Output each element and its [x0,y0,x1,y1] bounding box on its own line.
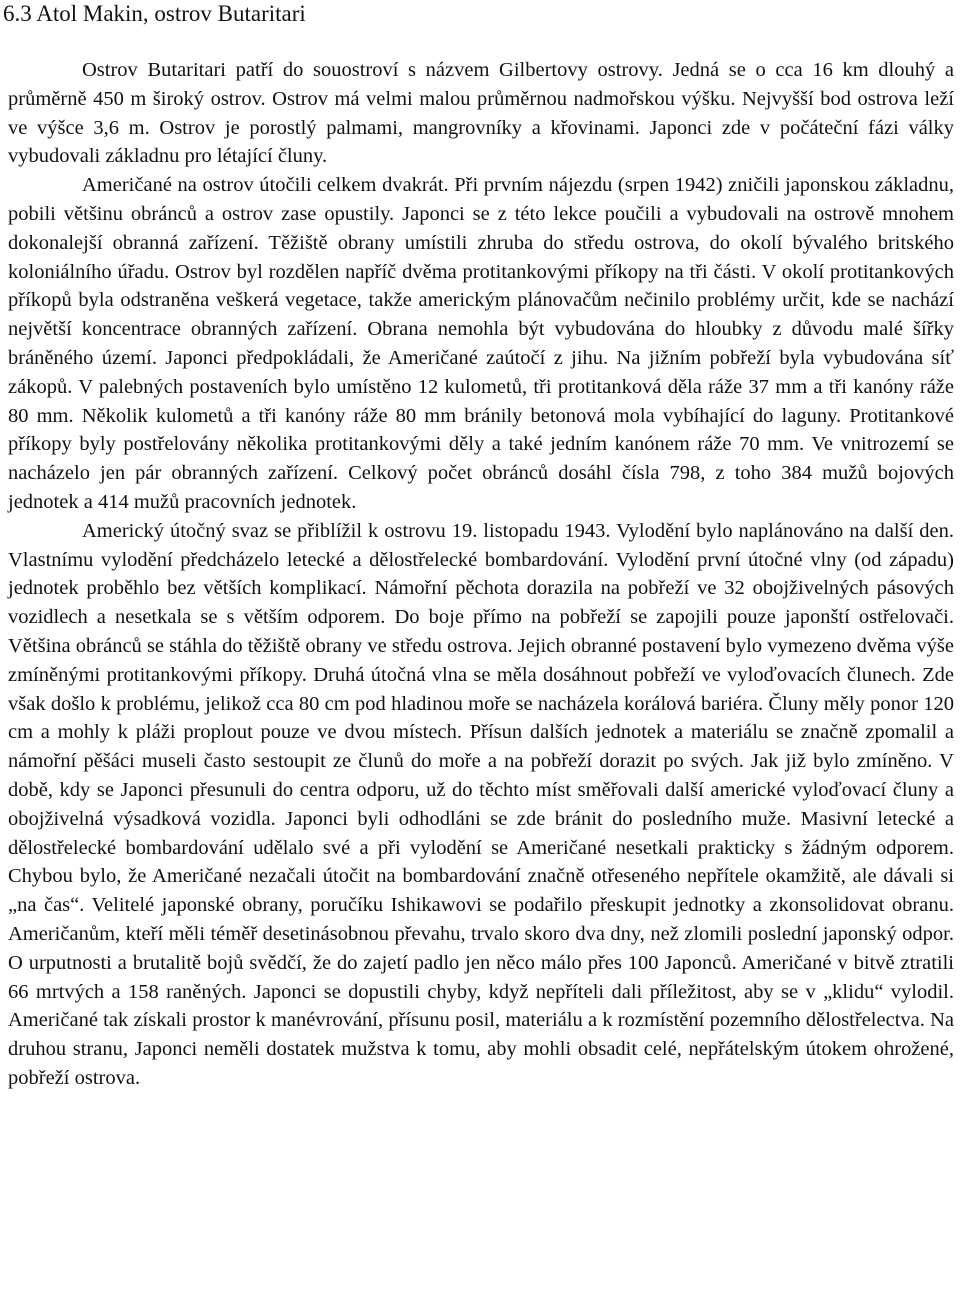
section-heading: 6.3 Atol Makin, ostrov Butaritari [3,1,306,26]
paragraph-defenses: Američané na ostrov útočili celkem dvakrát. Při prvním nájezdu (srpen 1942) zničili japonskou základnu, pobili většinu obránců a ostrov zase opustily. Japonci se z této lekce poučili a vybudovali na ostrově mnohem dokonalejší obranná zařízení. Těžiště obrany umístili zhruba do středu ostrova, do okolí bývalého britského koloniálního úřadu. Ostrov byl rozdělen napříč dvěma protitankovými příkopy na tři části. V okolí protitankových příkopů byla odstraněna veškerá vegetace, takže americkým plánovačům nečinilo problémy určit, kde se nachází největší koncentrace obranných zařízení. Obrana nemohla být vybudována do hloubky z důvodu malé šířky bráněného území. Japonci předpokládali, že Američané zaútočí z jihu. Na jižním pobřeží byla vybudována síť zákopů. V palebných postaveních bylo umístěno 12 kulometů, tři protitanková děla ráže 37 mm a tři kanóny ráže 80 mm. Několik kulometů a tři kanóny ráže 80 mm bránily betonová mola vybíhající do laguny. Protitankové příkopy byly postřelovány několika protitankovými děly a také jedním kanónem ráže 70 mm. Ve vnitrozemí se nacházelo jen pár obranných zařízení. Celkový počet obránců dosáhl čísla 798, z toho 384 mužů bojových jednotek a 414 mužů pracovních jednotek. [8,174,954,513]
paragraph-landing: Americký útočný svaz se přiblížil k ostrovu 19. listopadu 1943. Vylodění bylo naplánováno na další den. Vlastnímu vylodění předcházelo letecké a dělostřelecké bombardování. Vylodění první útočné vlny (od západu) jednotek proběhlo bez větších komplikací. Námořní pěchota dorazila na pobřeží ve 32 obojživelných pásových vozidlech a nesetkala se s větším odporem. Do boje přímo na pobřeží se zapojili pouze japonští ostřelovači. Většina obránců se stáhla do těžiště obrany ve středu ostrova. Jejich obranné postavení bylo vymezeno dvěma výše zmíněnými protitankovými příkopy. Druhá útočná vlna se měla dosáhnout pobřeží ve vyloďovacích člunech. Zde však došlo k problému, jelikož cca 80 cm pod hladinou moře se nacházela korálová bariéra. Čluny měly ponor 120 cm a mohly k pláži proplout pouze ve dvou místech. Přísun dalších jednotek a materiálu se značně zpomalil a námořní pěšáci museli často sestoupit ze člunů do moře a na pobřeží dorazit po svých. Jak již bylo zmíněno. V době, kdy se Japonci přesunuli do centra odporu, už do těchto míst směřovali další americké vyloďovací čluny a obojživelná výsadková vozidla. Japonci byli odhodláni se zde bránit do posledního muže. Masivní letecké a dělostřelecké bombardování udělalo své a při vylodění se Američané nesetkali prakticky s žádným odporem. Chybou bylo, že Američané nezačali útočit na bombardování značně otřeseného nepřítele okamžitě, ale dávali si „na čas“. Velitelé japonské obrany, poručíku Ishikawovi se podařilo přeskupit jednotky a zkonsolidovat obranu. Američanům, kteří měli téměř desetinásobnou převahu, trvalo skoro dva dny, než zlomili poslední japonský odpor. O urputnosti a brutalitě bojů svědčí, že do zajetí padlo jen něco málo přes 100 Japonců. Američané v bitvě ztratili 66 mrtvých a 158 raněných. Japonci se dopustili chyby, když nepříteli dali příležitost, aby se v „klidu“ vylodil. Američané tak získali prostor k manévrování, přísunu posil, materiálu a k rozmístění pozemního dělostřelectva. Na druhou stranu, Japonci neměli dostatek mužstva k tomu, aby mohli obsadit celé, nepřátelským útokem ohrožené, pobřeží ostrova. [8,519,954,1089]
paragraph-island-description: Ostrov Butaritari patří do souostroví s názvem Gilbertovy ostrovy. Jedná se o cca 16 km dlouhý a průměrně 450 m široký ostrov. Ostrov má velmi malou průměrnou nadmořskou výšku. Nejvyšší bod ostrova leží ve výšce 3,6 m. Ostrov je porostlý palmami, mangrovníky a křovinami. Japonci zde v počáteční fázi války vybudovali základnu pro létající čluny. [8,59,954,168]
body-text [8,56,954,1093]
